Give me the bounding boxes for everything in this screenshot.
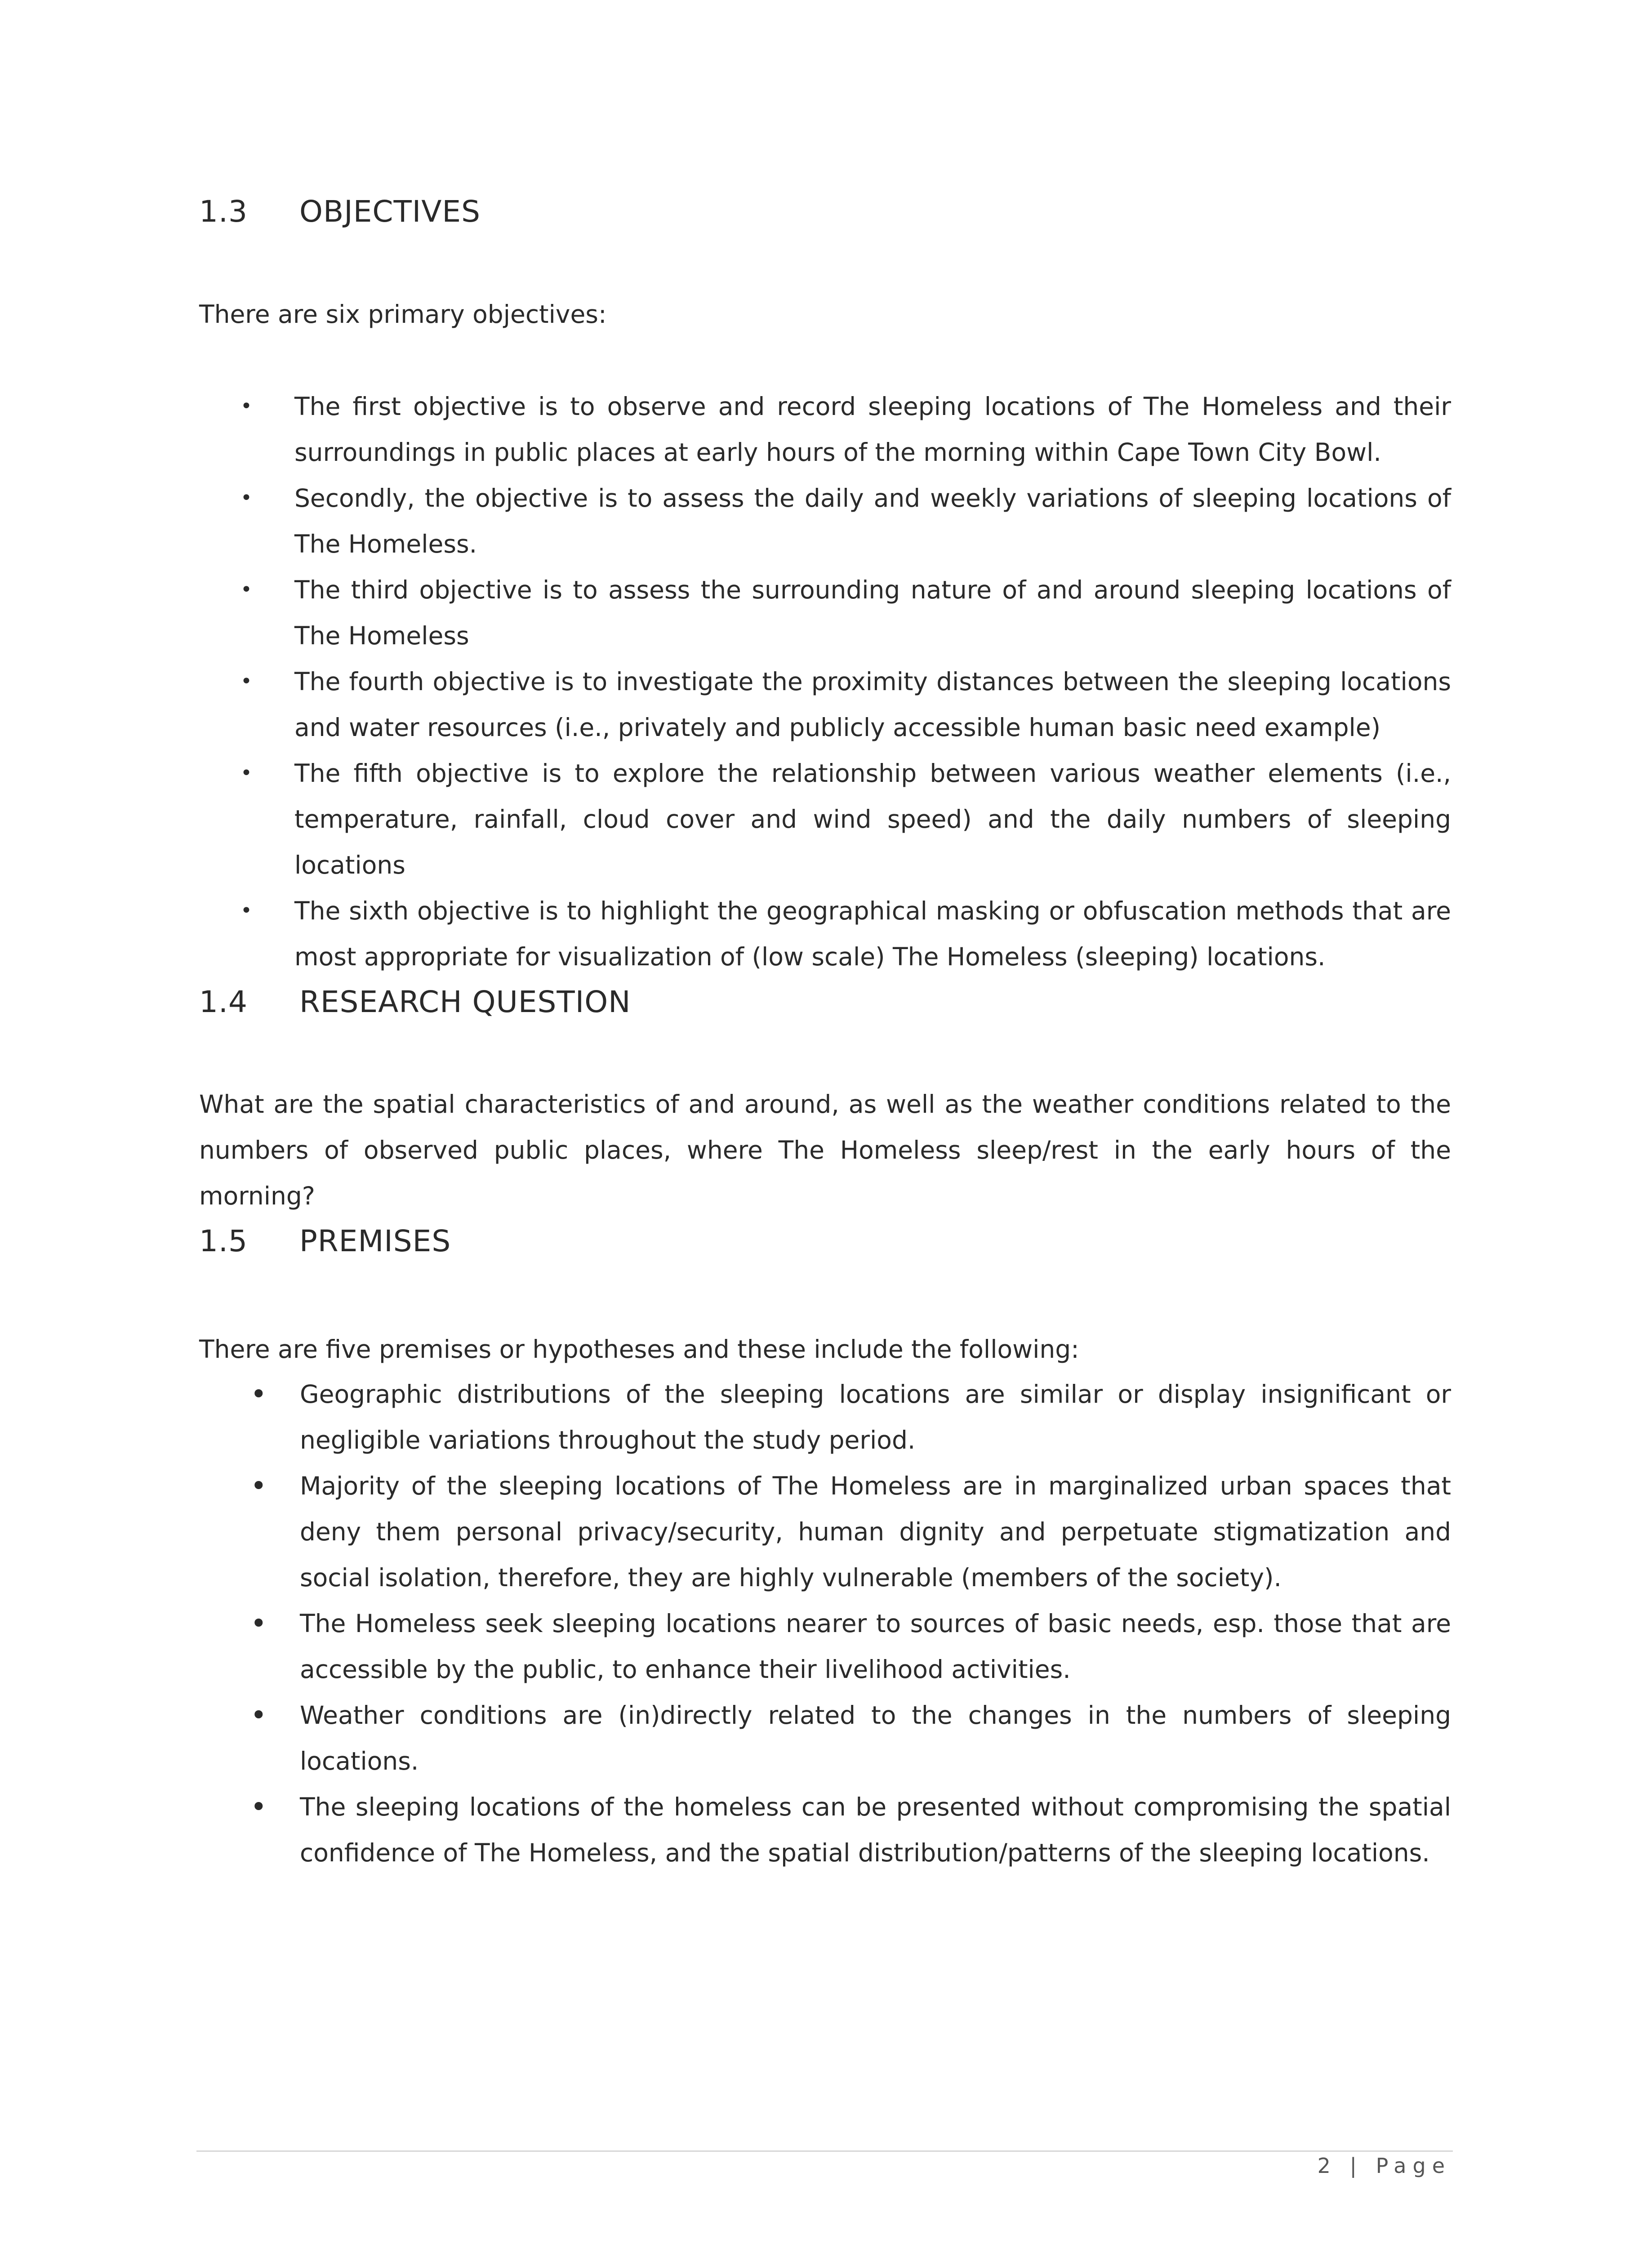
list-item xyxy=(240,384,1451,475)
bullet-icon: • xyxy=(250,1378,267,1410)
bullet-icon: • xyxy=(240,578,252,601)
bullet-icon: • xyxy=(250,1790,267,1823)
bullet-icon: • xyxy=(240,670,252,693)
section-heading-objectives xyxy=(199,194,481,229)
list-item-text: The sixth objective is to highlight the geographical masking or obfuscation methods that are most appropriate for visualization of (low scale) The Homeless (sleeping) locations. xyxy=(294,897,1451,971)
list-item-text: The fifth objective is to explore the relationship between various weather elements (i.e., temperature, rainfall, cloud cover and wind speed) and the daily numbers of sleeping locations xyxy=(294,759,1451,879)
bullet-icon: • xyxy=(250,1699,267,1731)
section-heading-premises xyxy=(199,1224,451,1258)
objectives-list xyxy=(240,384,1451,980)
list-item xyxy=(240,567,1451,659)
list-item-text: The Homeless seek sleeping locations nearer to sources of basic needs, esp. those that are accessible by the public, to enhance their livelihood activities. xyxy=(300,1609,1451,1684)
list-item-text: Majority of the sleeping locations of The Homeless are in marginalized urban spaces that deny them personal privacy/security, human dignity and perpetuate stigmatization and social isolation, therefore, they are highly vulnerable (members of the society). xyxy=(300,1472,1451,1592)
list-item-text: Weather conditions are (in)directly related to the changes in the numbers of sleeping locations. xyxy=(300,1701,1451,1775)
list-item xyxy=(250,1601,1451,1692)
premises-intro: There are five premises or hypotheses and these include the following: xyxy=(199,1335,1079,1364)
list-item xyxy=(240,888,1451,980)
list-item-text: The fourth objective is to investigate the proximity distances between the sleeping locations and water resources (i.e., privately and publicly accessible human basic need example) xyxy=(294,667,1451,742)
list-item xyxy=(250,1692,1451,1784)
section-number: 1.4 xyxy=(199,985,248,1019)
list-item xyxy=(240,750,1451,888)
bullet-icon: • xyxy=(240,486,252,509)
bullet-icon: • xyxy=(240,762,252,785)
list-item-text: The first objective is to observe and record sleeping locations of The Homeless and their surroundings in public places at early hours of the morning within Cape Town City Bowl. xyxy=(294,392,1451,467)
section-title: RESEARCH QUESTION xyxy=(299,985,631,1019)
list-item xyxy=(240,659,1451,750)
section-title: OBJECTIVES xyxy=(299,194,481,229)
section-number: 1.3 xyxy=(199,194,248,229)
list-item-text: The third objective is to assess the surrounding nature of and around sleeping locations of The Homeless xyxy=(294,575,1451,650)
objectives-intro: There are six primary objectives: xyxy=(199,300,607,329)
list-item-text: Geographic distributions of the sleeping locations are similar or display insignificant or negligible variations throughout the study period. xyxy=(300,1380,1451,1454)
list-item-text: The sleeping locations of the homeless can be presented without compromising the spatial confidence of The Homeless, and the spatial distribution/patterns of the sleeping locations. xyxy=(300,1793,1451,1867)
list-item xyxy=(250,1463,1451,1601)
section-title: PREMISES xyxy=(299,1224,451,1258)
list-item xyxy=(250,1371,1451,1463)
premises-list xyxy=(250,1371,1451,1876)
section-heading-research-question xyxy=(199,985,631,1019)
bullet-icon: • xyxy=(250,1607,267,1640)
page-number: 2 | Page xyxy=(1317,2154,1451,2178)
list-item xyxy=(240,475,1451,567)
footer-divider xyxy=(196,2150,1453,2152)
section-number: 1.5 xyxy=(199,1224,248,1258)
bullet-icon: • xyxy=(250,1469,267,1502)
list-item-text: Secondly, the objective is to assess the daily and weekly variations of sleeping locations of The Homeless. xyxy=(294,484,1451,558)
bullet-icon: • xyxy=(240,899,252,922)
research-question-text: What are the spatial characteristics of and around, as well as the weather conditions related to the numbers of observed public places, where The Homeless sleep/rest in the early hours of the morning? xyxy=(199,1090,1451,1210)
list-item xyxy=(250,1784,1451,1876)
bullet-icon: • xyxy=(240,395,252,418)
